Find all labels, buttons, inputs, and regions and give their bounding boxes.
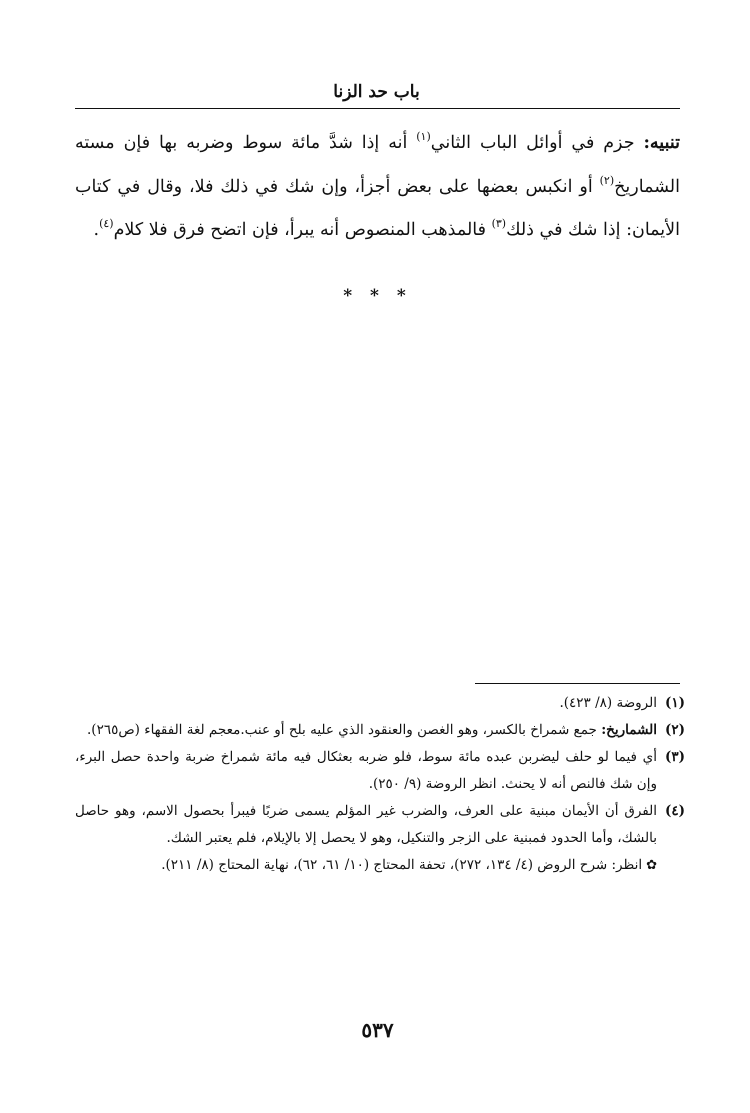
footnotes <box>75 690 685 879</box>
footnote-3 <box>75 744 685 798</box>
running-title: باب حد الزنا <box>333 82 420 102</box>
main-text-part-3: أو انكبس بعضها على بعض أجزأ، وإن شك في ذلك فلا، وقال في كتاب الأيمان: إذا شك في ذلك <box>75 176 680 240</box>
main-text-part-5: . <box>93 220 100 240</box>
footnote-text <box>75 798 657 852</box>
page-number: ٥٣٧ <box>361 1018 394 1042</box>
footnote-term: الشماريخ: <box>601 722 657 738</box>
footnote-text <box>75 717 657 744</box>
tanbih-term: تنبيه: <box>643 133 681 153</box>
footnote-body: أي فيما لو حلف ليضربن عبده مائة سوط، فلو ضربه بعثكال فيه مائة شمراخ ضربة واحدة حصل البرء، وإن شك فالنص أنه لا يحنث. انظر الروضة (٩/ ٢٥٠). <box>75 749 657 792</box>
footnote-1 <box>75 690 685 717</box>
footnote-2 <box>75 717 685 744</box>
footnote-body: جمع شمراخ بالكسر، وهو الغصن والعنقود الذي عليه بلح أو عنب.معجم لغة الفقهاء (ص٢٦٥). <box>87 722 602 738</box>
footnote-number: (٢) <box>664 722 685 738</box>
main-paragraph <box>75 122 680 253</box>
footnote-ref-3[interactable]: (٣) <box>491 217 507 230</box>
footnote-extra <box>75 852 685 879</box>
footnote-ref-4[interactable]: (٤) <box>99 217 114 230</box>
footnote-body: الفرق أن الأيمان مبنية على العرف، والضرب غير المؤلم يسمى ضربًا فيبرأ بحصول الاسم، وهو حاصل بالشك، وأما الحدود فمبنية على الزجر والتنكيل، وهو لا يحصل إلا بالإيلام، فلم يعتبر الشك. <box>75 803 657 846</box>
section-separator: * * * <box>343 286 412 306</box>
main-text-part-4: فالمذهب المنصوص أنه يبرأ، فإن اتضح فرق فلا كلام <box>113 220 492 240</box>
header-rule <box>75 108 680 109</box>
footnote-4 <box>75 798 685 852</box>
main-text-part-1: جزم في أوائل الباب الثاني <box>430 133 644 153</box>
footnote-ref-2[interactable]: (٢) <box>599 173 615 187</box>
footnote-extra-text: انظر: شرح الروض (٤/ ١٣٤، ٢٧٢)، تحفة المحتاج (١٠/ ٦١، ٦٢)، نهاية المحتاج (٨/ ٢١١). <box>161 857 643 873</box>
footnote-number: (١) <box>664 695 685 711</box>
footnote-body: الروضة (٨/ ٤٢٣). <box>559 695 657 711</box>
footnote-number: (٤) <box>664 803 685 819</box>
footnote-text <box>75 744 657 798</box>
footnote-rule <box>475 683 680 684</box>
footnote-text <box>75 690 657 717</box>
footnote-number: (٣) <box>664 749 685 765</box>
flower-icon: ✿ <box>646 858 657 873</box>
footnote-ref-1[interactable]: (١) <box>416 130 431 143</box>
main-text-part-2: أنه إذا شدَّ مائة سوط وضربه بها فإن مسته الشماريخ <box>75 133 680 197</box>
